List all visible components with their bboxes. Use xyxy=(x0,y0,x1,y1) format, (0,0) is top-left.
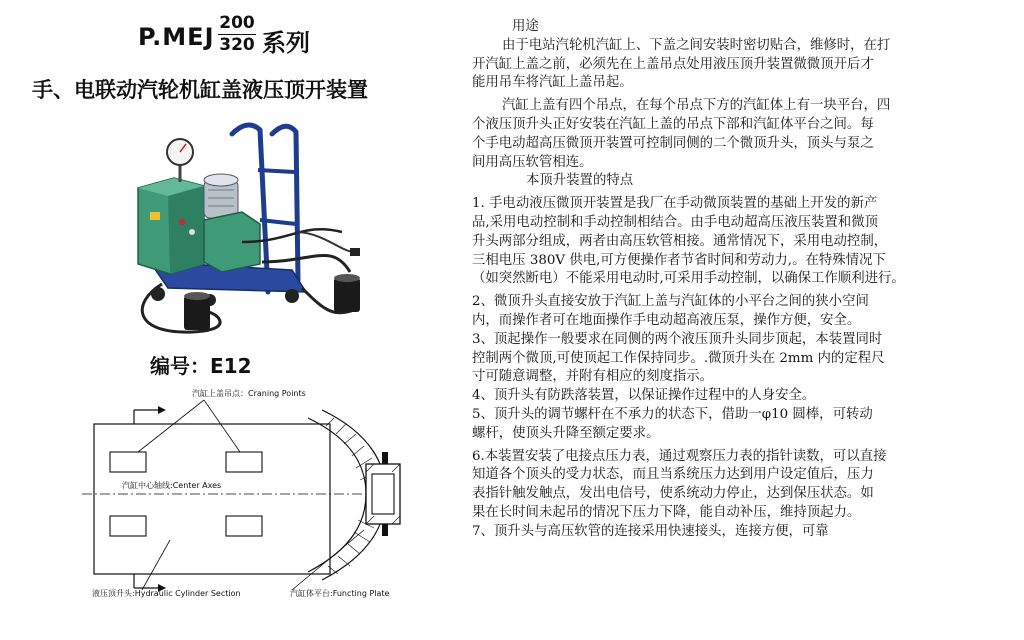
usage-paragraph-1 xyxy=(472,37,1010,93)
text-line: 2、微顶升头直接安放于汽缸上盖与汽缸体的小平台之间的狭小空间 xyxy=(472,294,869,310)
text-line: 6.本装置安装了电接点压力表，通过观察压力表的指针读数，可以直接 xyxy=(472,448,887,464)
text-line: 寸可随意调整，并附有相应的刻度指示。 xyxy=(472,369,714,385)
features-heading: 本顶升装置的特点 xyxy=(526,173,634,189)
model-range xyxy=(218,14,256,55)
feature-1 xyxy=(472,195,1010,289)
product-photo xyxy=(92,112,374,344)
cylinder-head-2 xyxy=(334,274,360,312)
craning-points-label: 汽缸上盖吊点：Craning Points xyxy=(192,389,306,398)
range-top: 200 xyxy=(219,13,255,33)
product-code: 编号：E12 xyxy=(150,354,252,378)
feature-3 xyxy=(472,331,1010,387)
text-line: 升头两部分组成，两者由高压软管相接。通常情况下，采用电动控制， xyxy=(472,233,888,249)
text-line: 螺杆，使顶头升降至额定要求。 xyxy=(472,425,660,441)
text-line: 开汽缸上盖之前，必须先在上盖吊点处用液压顶升装置微微顶开后才 xyxy=(472,56,874,72)
text-line: 个液压顶升头正好安装在汽缸上盖的吊点下部和汽缸体平台之间。每 xyxy=(472,116,874,132)
usage-heading: 用途 xyxy=(512,19,539,34)
text-line: 间用高压软管相连。 xyxy=(472,154,593,170)
cylinder-layout-diagram xyxy=(82,382,454,612)
functing-plate-label: 汽缸体平台:Functing Plate xyxy=(290,589,390,598)
text-line: 三相电压 380V 供电,可方便操作者节省时间和劳动力,。在特殊情况下 xyxy=(472,252,886,268)
text-line: 5、顶升头的调节螺杆在不承力的状态下，借助一φ10 圆棒，可转动 xyxy=(472,406,873,422)
text-line: 7、顶升头与高压软管的连接采用快速接头，连接方便，可靠 xyxy=(472,523,829,539)
text-line: 能用吊车将汽缸上盖吊起。 xyxy=(472,75,633,91)
feature-5 xyxy=(472,406,1010,444)
series-suffix: 系列 xyxy=(262,29,310,57)
text-line: 表指针触发触点，发出电信号，使系统动力停止，达到保压状态。如 xyxy=(472,486,874,502)
text-line: 控制两个微顶,可使顶起工作保持同步。.微顶升头在 2mm 内的定程尺 xyxy=(472,350,885,366)
usage-paragraph-2 xyxy=(472,97,1010,172)
cylinder-section-drawing xyxy=(366,452,400,536)
series-title xyxy=(138,14,458,60)
description-text xyxy=(472,18,1010,618)
text-line: 个手电动超高压微顶开装置可控制同侧的二个微顶升头，顶头与泵之 xyxy=(472,135,874,151)
text-line: 品,采用电动控制和手动控制相结合。由手电动超高压液压装置和微顶 xyxy=(472,214,878,230)
text-line: 知道各个顶头的受力状态，而且当系统压力达到用户设定值后，压力 xyxy=(472,467,874,483)
text-line: 1. 手电动液压微顶开装置是我厂在手动微顶装置的基础上开发的新产 xyxy=(472,196,878,212)
feature-2 xyxy=(472,293,1010,331)
text-line: 3、顶起操作一般要求在同侧的两个液压顶升头同步顶起，本装置同时 xyxy=(472,331,883,347)
center-axes-label: 汽缸中心轴线:Center Axes xyxy=(122,481,222,490)
range-bottom: 320 xyxy=(219,35,255,55)
text-line: 由于电站汽轮机汽缸上、下盖之间安装时密切贴合，维修时，在打 xyxy=(502,37,891,53)
text-line: 4、顶升头有防跌落装置，以保证操作过程中的人身安全。 xyxy=(472,388,816,404)
cylinder-section-label: 液压顶升头:Hydraulic Cylinder Section xyxy=(92,589,241,598)
product-title: 手、电联动汽轮机缸盖液压顶开装置 xyxy=(32,78,368,102)
cylinder-head-1 xyxy=(184,292,210,330)
model-name: P.MEJ xyxy=(138,23,215,51)
text-line: 汽缸上盖有四个吊点，在每个吊点下方的汽缸体上有一块平台，四 xyxy=(502,98,891,114)
feature-7 xyxy=(472,523,1010,542)
feature-4 xyxy=(472,387,1010,406)
feature-6 xyxy=(472,448,1010,523)
text-line: 内，而操作者可在地面操作手电动超高液压泵，操作方便，安全。 xyxy=(472,312,861,328)
text-line: 果在长时间未起吊的情况下压力下降，能自动补压，维持顶起力。 xyxy=(472,504,861,520)
text-line: （如突然断电）不能采用电动时,可采用手动控制，以确保工作顺利进行。 xyxy=(472,271,905,287)
